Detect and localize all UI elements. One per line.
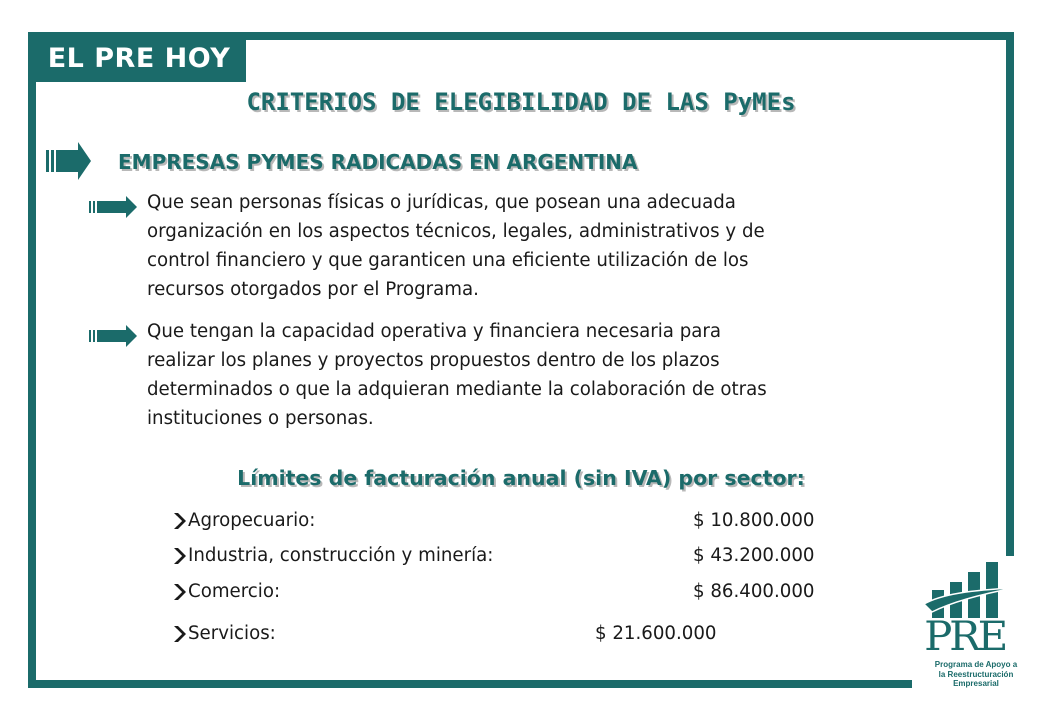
paragraph-line: organización en los aspectos técnicos, legales, administrativos y de [147, 221, 765, 242]
section-tab: EL PRE HOY [32, 36, 246, 82]
criteria-paragraph-1 [147, 188, 947, 304]
chevron-bullet-icon [172, 582, 188, 602]
small-arrow-icon [88, 324, 138, 348]
limits-title: Límites de facturación anual (sin IVA) por sector: [237, 466, 805, 490]
sector-label: Industria, construcción y minería: [188, 545, 494, 566]
paragraph-line: recursos otorgados por el Programa. [147, 279, 479, 300]
logo-wordmark: PRE [924, 614, 1006, 660]
logo-caption-line: Empresarial [953, 679, 999, 688]
sector-value: $ 10.800.000 [693, 510, 815, 531]
pre-logo [912, 556, 1024, 696]
paragraph-line: Que sean personas físicas o jurídicas, que posean una adecuada [147, 192, 736, 213]
small-arrow-icon [88, 195, 138, 219]
paragraph-line: instituciones o personas. [147, 408, 374, 429]
paragraph-line: realizar los planes y proyectos propuestos dentro de los plazos [147, 350, 720, 371]
chevron-bullet-icon [172, 624, 188, 644]
criteria-subtitle: EMPRESAS PYMES RADICADAS EN ARGENTINA [118, 150, 638, 174]
logo-caption-line: la Reestructuración [938, 669, 1014, 679]
sector-label: Servicios: [188, 623, 276, 644]
bar-chart-swoosh-icon [922, 560, 1018, 622]
logo-caption [930, 660, 1022, 689]
chevron-bullet-icon [172, 511, 188, 531]
sector-label: Agropecuario: [188, 510, 316, 531]
sector-value: $ 21.600.000 [595, 623, 717, 644]
logo-caption-line: Programa de Apoyo a [934, 660, 1018, 669]
sector-value: $ 86.400.000 [693, 581, 815, 602]
large-arrow-icon [44, 140, 92, 182]
sector-value: $ 43.200.000 [693, 545, 815, 566]
criteria-paragraph-2 [147, 317, 947, 433]
paragraph-line: determinados o que la adquieran mediante la colaboración de otras [147, 379, 767, 400]
paragraph-line: Que tengan la capacidad operativa y financiera necesaria para [147, 321, 722, 342]
sector-label: Comercio: [188, 581, 281, 602]
chevron-bullet-icon [172, 546, 188, 566]
page-title: CRITERIOS DE ELEGIBILIDAD DE LAS PyMEs [246, 88, 796, 116]
paragraph-line: control financiero y que garanticen una eficiente utilización de los [147, 250, 749, 271]
